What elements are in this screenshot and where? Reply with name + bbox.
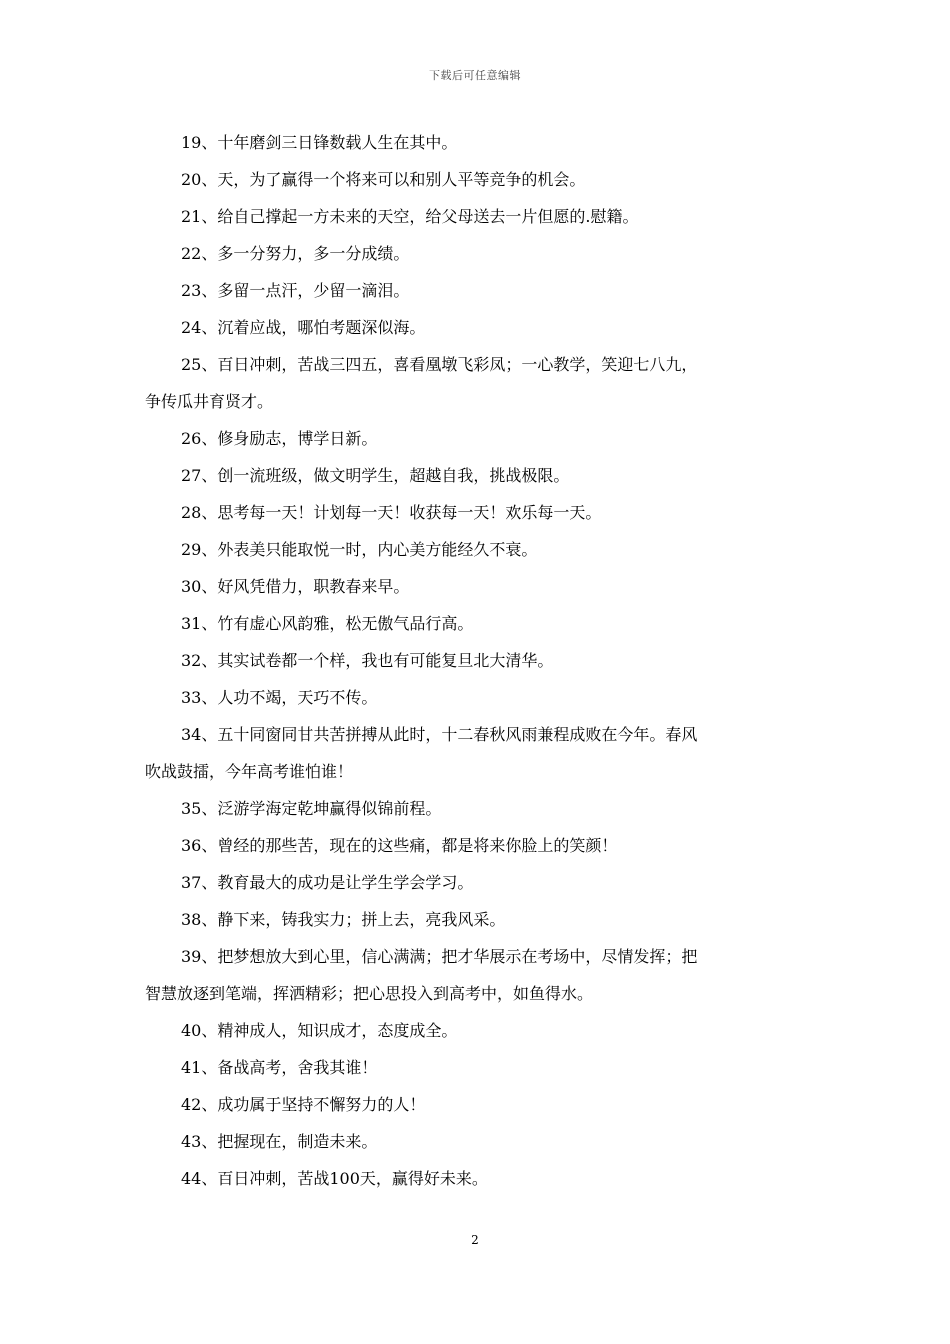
list-item: 24、沉着应战，哪怕考题深似海。	[181, 318, 426, 337]
list-item: 33、人功不竭，天巧不传。	[181, 688, 378, 707]
list-item: 27、创一流班级，做文明学生，超越自我，挑战极限。	[181, 466, 570, 485]
list-item-continuation: 智慧放逐到笔端，挥洒精彩；把心思投入到高考中，如鱼得水。	[145, 984, 594, 1003]
list-item: 40、精神成人，知识成才，态度成全。	[181, 1021, 458, 1040]
list-item: 29、外表美只能取悦一时，内心美方能经久不衰。	[181, 540, 538, 559]
list-item: 26、修身励志，博学日新。	[181, 429, 378, 448]
list-item: 41、备战高考，舍我其谁！	[181, 1058, 378, 1077]
list-item: 43、把握现在，制造未来。	[181, 1132, 378, 1151]
document-body	[145, 124, 810, 1197]
list-item-continuation: 吹战鼓擂，今年高考谁怕谁！	[145, 762, 354, 781]
list-item: 28、思考每一天！计划每一天！收获每一天！欢乐每一天。	[181, 503, 602, 522]
list-item: 21、给自己撑起一方未来的天空，给父母送去一片但愿的.慰籍。	[181, 207, 639, 226]
list-item-continuation: 争传瓜井育贤才。	[145, 392, 274, 411]
list-item: 31、竹有虚心风韵雅，松无傲气品行高。	[181, 614, 474, 633]
list-item: 42、成功属于坚持不懈努力的人！	[181, 1095, 426, 1114]
list-item: 25、百日冲刺，苦战三四五，喜看凰墩飞彩凤；一心教学，笑迎七八九，	[181, 355, 698, 374]
list-item: 20、天，为了赢得一个将来可以和别人平等竞争的机会。	[181, 170, 586, 189]
list-item: 34、五十同窗同甘共苦拼搏从此时，十二春秋风雨兼程成败在今年。春风	[181, 725, 698, 744]
list-item: 44、百日冲刺，苦战100天，赢得好未来。	[181, 1169, 488, 1188]
list-item: 30、好风凭借力，职教春来早。	[181, 577, 410, 596]
list-item: 19、十年磨剑三日锋数载人生在其中。	[181, 133, 458, 152]
list-item: 32、其实试卷都一个样，我也有可能复旦北大清华。	[181, 651, 554, 670]
list-item: 39、把梦想放大到心里，信心满满；把才华展示在考场中，尽情发挥；把	[181, 947, 698, 966]
list-item: 35、泛游学海定乾坤赢得似锦前程。	[181, 799, 442, 818]
page-number: 2	[471, 1233, 479, 1247]
list-item: 23、多留一点汗，少留一滴泪。	[181, 281, 410, 300]
list-item: 36、曾经的那些苦，现在的这些痛，都是将来你脸上的笑颜！	[181, 836, 618, 855]
list-item: 37、教育最大的成功是让学生学会学习。	[181, 873, 474, 892]
list-item: 22、多一分努力，多一分成绩。	[181, 244, 410, 263]
list-item: 38、静下来，铸我实力；拼上去，亮我风采。	[181, 910, 506, 929]
page-header: 下载后可任意编辑	[429, 69, 521, 82]
